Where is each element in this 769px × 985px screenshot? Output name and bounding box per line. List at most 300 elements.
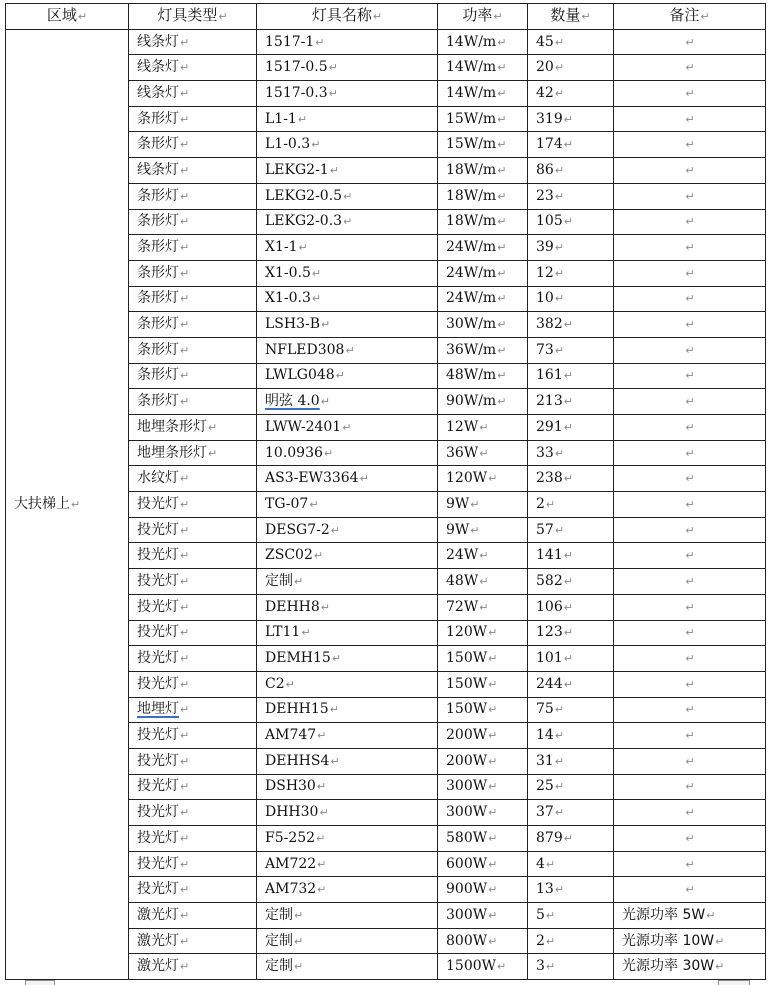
quantity-text: 106 xyxy=(536,598,563,615)
fixture-name-cell xyxy=(257,774,438,800)
fixture-type-text: 条形灯 xyxy=(137,341,179,358)
return-mark-icon: ↵ xyxy=(497,395,507,409)
return-mark-icon: ↵ xyxy=(685,446,695,460)
fixture-name-text: 1517-1 xyxy=(265,33,315,50)
return-mark-icon: ↵ xyxy=(685,35,695,49)
fixture-type-cell xyxy=(129,363,257,389)
return-mark-icon: ↵ xyxy=(180,138,190,152)
power-cell xyxy=(438,81,528,107)
return-mark-icon: ↵ xyxy=(479,574,489,588)
fixture-name-cell xyxy=(257,851,438,877)
quantity-cell xyxy=(528,183,614,209)
return-mark-icon: ↵ xyxy=(294,960,304,974)
fixture-name-text: ZSC02 xyxy=(265,547,313,564)
return-mark-icon: ↵ xyxy=(316,831,326,845)
fixture-name-text: 定制 xyxy=(265,906,293,923)
return-mark-icon: ↵ xyxy=(488,934,498,948)
quantity-text: 101 xyxy=(536,650,563,667)
quantity-cell xyxy=(528,29,614,55)
return-mark-icon: ↵ xyxy=(317,729,327,743)
power-text: 24W/m xyxy=(446,290,497,307)
region-cell xyxy=(6,29,129,979)
return-mark-icon: ↵ xyxy=(554,189,565,203)
fixture-name-text: X1-1 xyxy=(265,239,298,256)
return-mark-icon: ↵ xyxy=(180,729,190,743)
return-mark-icon: ↵ xyxy=(180,523,190,537)
remarks-cell xyxy=(614,543,766,569)
quantity-text: 2 xyxy=(536,495,545,512)
fixture-type-text: 投光灯 xyxy=(137,727,179,744)
fixture-name-text: X1-0.3 xyxy=(265,290,311,307)
remarks-cell xyxy=(614,132,766,158)
power-text: 48W xyxy=(446,572,479,589)
return-mark-icon: ↵ xyxy=(329,703,339,717)
return-mark-icon: ↵ xyxy=(488,806,498,820)
return-mark-icon: ↵ xyxy=(554,806,565,820)
quantity-text: 20 xyxy=(536,59,554,76)
header-power: 功率↵ xyxy=(438,4,528,30)
return-mark-icon: ↵ xyxy=(316,780,327,794)
return-mark-icon: ↵ xyxy=(554,61,565,75)
remarks-cell xyxy=(614,954,766,980)
fixture-name-cell xyxy=(257,415,438,441)
return-mark-icon: ↵ xyxy=(563,574,573,588)
return-mark-icon: ↵ xyxy=(685,292,695,306)
fixture-type-cell xyxy=(129,517,257,543)
fixture-name-cell xyxy=(257,337,438,363)
return-mark-icon: ↵ xyxy=(488,754,498,768)
power-text: 9W xyxy=(446,521,470,538)
return-mark-icon: ↵ xyxy=(71,497,81,511)
quantity-text: 161 xyxy=(536,367,563,384)
fixture-name-text: AS3-EW3364 xyxy=(265,470,359,487)
quantity-text: 57 xyxy=(536,521,554,538)
return-mark-icon: ↵ xyxy=(479,549,489,563)
return-mark-icon: ↵ xyxy=(581,10,591,24)
fixture-type-text: 线条灯 xyxy=(137,161,179,178)
remarks-cell xyxy=(614,312,766,338)
return-mark-icon: ↵ xyxy=(180,857,190,871)
fixture-type-cell xyxy=(129,260,257,286)
power-text: 1500W xyxy=(446,958,497,975)
return-mark-icon: ↵ xyxy=(497,960,507,974)
return-mark-icon: ↵ xyxy=(180,574,190,588)
quantity-text: 105 xyxy=(536,213,563,230)
return-mark-icon: ↵ xyxy=(685,677,695,691)
quantity-text: 213 xyxy=(536,393,563,410)
return-mark-icon: ↵ xyxy=(180,652,190,666)
fixture-name-text: NFLED308 xyxy=(265,341,345,358)
remarks-cell xyxy=(614,81,766,107)
fixture-name-cell xyxy=(257,286,438,312)
return-mark-icon: ↵ xyxy=(685,780,695,794)
return-mark-icon: ↵ xyxy=(294,934,304,948)
fixture-name-text: X1-0.5 xyxy=(265,264,311,281)
return-mark-icon: ↵ xyxy=(320,395,330,409)
quantity-cell xyxy=(528,826,614,852)
fixture-name-cell xyxy=(257,81,438,107)
quantity-cell xyxy=(528,543,614,569)
quantity-cell xyxy=(528,877,614,903)
return-mark-icon: ↵ xyxy=(488,677,498,691)
fixture-type-cell xyxy=(129,415,257,441)
fixture-type-text: 投光灯 xyxy=(137,881,179,898)
return-mark-icon: ↵ xyxy=(554,780,565,794)
remarks-cell xyxy=(614,620,766,646)
power-text: 24W/m xyxy=(446,239,497,256)
fixture-type-cell xyxy=(129,774,257,800)
page-edge-marker xyxy=(718,980,750,985)
fixture-type-text: 条形灯 xyxy=(137,264,179,281)
return-mark-icon: ↵ xyxy=(497,292,507,306)
table-row xyxy=(6,29,766,55)
quantity-cell xyxy=(528,235,614,261)
page-edge-marker xyxy=(25,980,55,985)
power-cell xyxy=(438,748,528,774)
quantity-cell xyxy=(528,851,614,877)
fixture-type-cell xyxy=(129,671,257,697)
fixture-type-cell xyxy=(129,106,257,132)
remarks-cell xyxy=(614,492,766,518)
power-text: 200W xyxy=(446,752,488,769)
return-mark-icon: ↵ xyxy=(497,138,507,152)
return-mark-icon: ↵ xyxy=(330,754,340,768)
return-mark-icon: ↵ xyxy=(563,395,573,409)
fixture-type-cell xyxy=(129,954,257,980)
quantity-cell xyxy=(528,209,614,235)
fixture-name-cell xyxy=(257,723,438,749)
return-mark-icon: ↵ xyxy=(685,652,695,666)
quantity-cell xyxy=(528,928,614,954)
fixture-name-text: 明弦 4.0 xyxy=(265,393,320,410)
return-mark-icon: ↵ xyxy=(328,86,338,100)
return-mark-icon: ↵ xyxy=(470,497,480,511)
quantity-text: 4 xyxy=(536,855,545,872)
quantity-cell xyxy=(528,132,614,158)
power-text: 150W xyxy=(446,701,488,718)
lighting-fixture-table xyxy=(5,3,766,980)
power-text: 30W/m xyxy=(446,316,497,333)
return-mark-icon: ↵ xyxy=(331,652,342,666)
return-mark-icon: ↵ xyxy=(180,318,190,332)
return-mark-icon: ↵ xyxy=(180,241,190,255)
fixture-name-cell xyxy=(257,209,438,235)
fixture-type-cell xyxy=(129,389,257,415)
power-text: 9W xyxy=(446,495,470,512)
power-text: 18W/m xyxy=(446,161,497,178)
fixture-type-text: 投光灯 xyxy=(137,804,179,821)
return-mark-icon: ↵ xyxy=(685,729,695,743)
return-mark-icon: ↵ xyxy=(317,883,327,897)
power-text: 300W xyxy=(446,778,488,795)
quantity-cell xyxy=(528,440,614,466)
return-mark-icon: ↵ xyxy=(685,806,695,820)
fixture-type-text: 投光灯 xyxy=(137,675,179,692)
fixture-name-cell xyxy=(257,748,438,774)
power-cell xyxy=(438,646,528,672)
fixture-name-cell xyxy=(257,235,438,261)
remarks-cell xyxy=(614,260,766,286)
power-text: 12W xyxy=(446,418,479,435)
power-cell xyxy=(438,671,528,697)
return-mark-icon: ↵ xyxy=(180,189,190,203)
return-mark-icon: ↵ xyxy=(497,35,507,49)
return-mark-icon: ↵ xyxy=(685,395,695,409)
fixture-type-text: 条形灯 xyxy=(137,367,179,384)
power-text: 120W xyxy=(446,470,488,487)
return-mark-icon: ↵ xyxy=(342,420,352,434)
power-text: 600W xyxy=(446,855,488,872)
power-cell xyxy=(438,826,528,852)
remarks-cell xyxy=(614,671,766,697)
remarks-cell xyxy=(614,877,766,903)
fixture-name-cell xyxy=(257,954,438,980)
remarks-cell xyxy=(614,158,766,184)
fixture-type-cell xyxy=(129,723,257,749)
return-mark-icon: ↵ xyxy=(311,292,322,306)
fixture-type-text: 投光灯 xyxy=(137,855,179,872)
quantity-text: 2 xyxy=(536,932,545,949)
table-header xyxy=(6,4,766,30)
fixture-type-cell xyxy=(129,235,257,261)
fixture-name-text: LWLG048 xyxy=(265,367,335,384)
quantity-cell xyxy=(528,646,614,672)
fixture-name-cell xyxy=(257,363,438,389)
fixture-name-text: LT11 xyxy=(265,624,301,641)
quantity-cell xyxy=(528,466,614,492)
power-cell xyxy=(438,29,528,55)
fixture-type-text: 地埋条形灯 xyxy=(137,418,207,435)
remarks-text: 光源功率 10W xyxy=(622,932,715,949)
power-cell xyxy=(438,620,528,646)
quantity-text: 123 xyxy=(536,624,563,641)
power-text: 800W xyxy=(446,932,488,949)
fixture-name-text: 定制 xyxy=(265,572,293,589)
power-text: 200W xyxy=(446,727,488,744)
fixture-type-text: 条形灯 xyxy=(137,239,179,256)
power-cell xyxy=(438,106,528,132)
fixture-name-cell xyxy=(257,29,438,55)
power-cell xyxy=(438,363,528,389)
return-mark-icon: ↵ xyxy=(563,652,573,666)
fixture-name-text: AM747 xyxy=(265,727,317,744)
remarks-cell xyxy=(614,517,766,543)
return-mark-icon: ↵ xyxy=(554,883,565,897)
fixture-name-text: DEHHS4 xyxy=(265,752,330,769)
return-mark-icon: ↵ xyxy=(685,318,695,332)
quantity-cell xyxy=(528,260,614,286)
fixture-type-text: 投光灯 xyxy=(137,650,179,667)
return-mark-icon: ↵ xyxy=(497,241,507,255)
fixture-type-text: 投光灯 xyxy=(137,752,179,769)
return-mark-icon: ↵ xyxy=(180,883,190,897)
return-mark-icon: ↵ xyxy=(685,215,695,229)
quantity-cell xyxy=(528,620,614,646)
fixture-type-cell xyxy=(129,158,257,184)
power-cell xyxy=(438,543,528,569)
return-mark-icon: ↵ xyxy=(359,472,369,486)
power-text: 24W/m xyxy=(446,264,497,281)
power-cell xyxy=(438,286,528,312)
fixture-name-cell xyxy=(257,697,438,723)
power-cell xyxy=(438,466,528,492)
return-mark-icon: ↵ xyxy=(319,806,329,820)
return-mark-icon: ↵ xyxy=(685,420,695,434)
fixture-name-text: 1517-0.3 xyxy=(265,84,328,101)
fixture-name-cell xyxy=(257,389,438,415)
power-text: 14W/m xyxy=(446,59,497,76)
fixture-type-cell xyxy=(129,569,257,595)
return-mark-icon: ↵ xyxy=(180,549,190,563)
quantity-cell xyxy=(528,954,614,980)
power-cell xyxy=(438,851,528,877)
fixture-name-cell xyxy=(257,132,438,158)
return-mark-icon: ↵ xyxy=(715,934,725,948)
return-mark-icon: ↵ xyxy=(554,754,565,768)
return-mark-icon: ↵ xyxy=(685,472,695,486)
remarks-cell xyxy=(614,466,766,492)
remarks-cell xyxy=(614,697,766,723)
return-mark-icon: ↵ xyxy=(685,523,695,537)
return-mark-icon: ↵ xyxy=(488,780,498,794)
return-mark-icon: ↵ xyxy=(563,420,573,434)
return-mark-icon: ↵ xyxy=(180,754,190,768)
power-cell xyxy=(438,774,528,800)
header-row xyxy=(6,4,766,30)
quantity-cell xyxy=(528,81,614,107)
fixture-name-cell xyxy=(257,158,438,184)
quantity-cell xyxy=(528,337,614,363)
fixture-type-text: 水纹灯 xyxy=(137,470,179,487)
return-mark-icon: ↵ xyxy=(180,831,190,845)
remarks-cell xyxy=(614,800,766,826)
fixture-type-cell xyxy=(129,800,257,826)
return-mark-icon: ↵ xyxy=(345,343,355,357)
fixture-name-text: 定制 xyxy=(265,958,293,975)
return-mark-icon: ↵ xyxy=(479,420,489,434)
fixture-name-cell xyxy=(257,671,438,697)
power-text: 150W xyxy=(446,650,488,667)
fixture-name-cell xyxy=(257,800,438,826)
header-quantity: 数量↵ xyxy=(528,4,614,30)
quantity-cell xyxy=(528,312,614,338)
fixture-name-cell xyxy=(257,440,438,466)
power-text: 580W xyxy=(446,829,488,846)
return-mark-icon: ↵ xyxy=(563,369,573,383)
power-cell xyxy=(438,954,528,980)
return-mark-icon: ↵ xyxy=(685,497,695,511)
power-cell xyxy=(438,389,528,415)
return-mark-icon: ↵ xyxy=(180,35,190,49)
fixture-type-cell xyxy=(129,132,257,158)
return-mark-icon: ↵ xyxy=(497,61,507,75)
return-mark-icon: ↵ xyxy=(563,831,573,845)
fixture-type-text: 投光灯 xyxy=(137,598,179,615)
fixture-type-cell xyxy=(129,81,257,107)
return-mark-icon: ↵ xyxy=(554,703,565,717)
fixture-type-cell xyxy=(129,492,257,518)
quantity-text: 291 xyxy=(536,418,563,435)
remarks-cell xyxy=(614,774,766,800)
fixture-type-text: 条形灯 xyxy=(137,213,179,230)
return-mark-icon: ↵ xyxy=(545,857,556,871)
fixture-name-cell xyxy=(257,646,438,672)
power-cell xyxy=(438,260,528,286)
remarks-cell xyxy=(614,183,766,209)
remarks-cell xyxy=(614,209,766,235)
power-text: 36W/m xyxy=(446,341,497,358)
return-mark-icon: ↵ xyxy=(563,215,573,229)
return-mark-icon: ↵ xyxy=(554,292,565,306)
power-cell xyxy=(438,569,528,595)
region-label: 大扶梯上 xyxy=(14,495,70,512)
return-mark-icon: ↵ xyxy=(208,420,218,434)
return-mark-icon: ↵ xyxy=(323,446,334,460)
return-mark-icon: ↵ xyxy=(488,831,498,845)
fixture-name-cell xyxy=(257,492,438,518)
return-mark-icon: ↵ xyxy=(497,86,507,100)
return-mark-icon: ↵ xyxy=(563,549,573,563)
fixture-type-text: 线条灯 xyxy=(137,59,179,76)
power-text: 15W/m xyxy=(446,110,497,127)
return-mark-icon: ↵ xyxy=(320,600,330,614)
fixture-type-text: 激光灯 xyxy=(137,906,179,923)
fixture-type-cell xyxy=(129,29,257,55)
return-mark-icon: ↵ xyxy=(309,497,319,511)
fixture-type-text: 激光灯 xyxy=(137,932,179,949)
fixture-type-cell xyxy=(129,646,257,672)
remarks-cell xyxy=(614,440,766,466)
fixture-name-cell xyxy=(257,543,438,569)
return-mark-icon: ↵ xyxy=(497,189,507,203)
power-text: 15W/m xyxy=(446,136,497,153)
return-mark-icon: ↵ xyxy=(488,472,498,486)
return-mark-icon: ↵ xyxy=(563,626,573,640)
fixture-type-text: 线条灯 xyxy=(137,33,179,50)
fixture-type-text: 条形灯 xyxy=(137,393,179,410)
fixture-name-text: TG-07 xyxy=(265,495,309,512)
return-mark-icon: ↵ xyxy=(563,138,573,152)
return-mark-icon: ↵ xyxy=(563,677,573,691)
return-mark-icon: ↵ xyxy=(685,754,695,768)
remarks-cell xyxy=(614,826,766,852)
return-mark-icon: ↵ xyxy=(488,908,498,922)
quantity-cell xyxy=(528,492,614,518)
return-mark-icon: ↵ xyxy=(497,112,507,126)
quantity-cell xyxy=(528,363,614,389)
quantity-text: 319 xyxy=(536,110,563,127)
fixture-type-cell xyxy=(129,337,257,363)
quantity-text: 12 xyxy=(536,264,554,281)
fixture-type-cell xyxy=(129,286,257,312)
return-mark-icon: ↵ xyxy=(497,318,507,332)
return-mark-icon: ↵ xyxy=(497,215,507,229)
power-text: 48W/m xyxy=(446,367,497,384)
return-mark-icon: ↵ xyxy=(685,831,695,845)
quantity-text: 10 xyxy=(536,290,554,307)
fixture-name-text: AM732 xyxy=(265,881,317,898)
return-mark-icon: ↵ xyxy=(563,318,573,332)
return-mark-icon: ↵ xyxy=(488,857,498,871)
return-mark-icon: ↵ xyxy=(685,549,695,563)
fixture-type-cell xyxy=(129,183,257,209)
return-mark-icon: ↵ xyxy=(180,86,190,100)
return-mark-icon: ↵ xyxy=(180,61,190,75)
return-mark-icon: ↵ xyxy=(180,112,190,126)
fixture-type-text: 条形灯 xyxy=(137,187,179,204)
return-mark-icon: ↵ xyxy=(685,883,695,897)
fixture-name-text: AM722 xyxy=(265,855,317,872)
